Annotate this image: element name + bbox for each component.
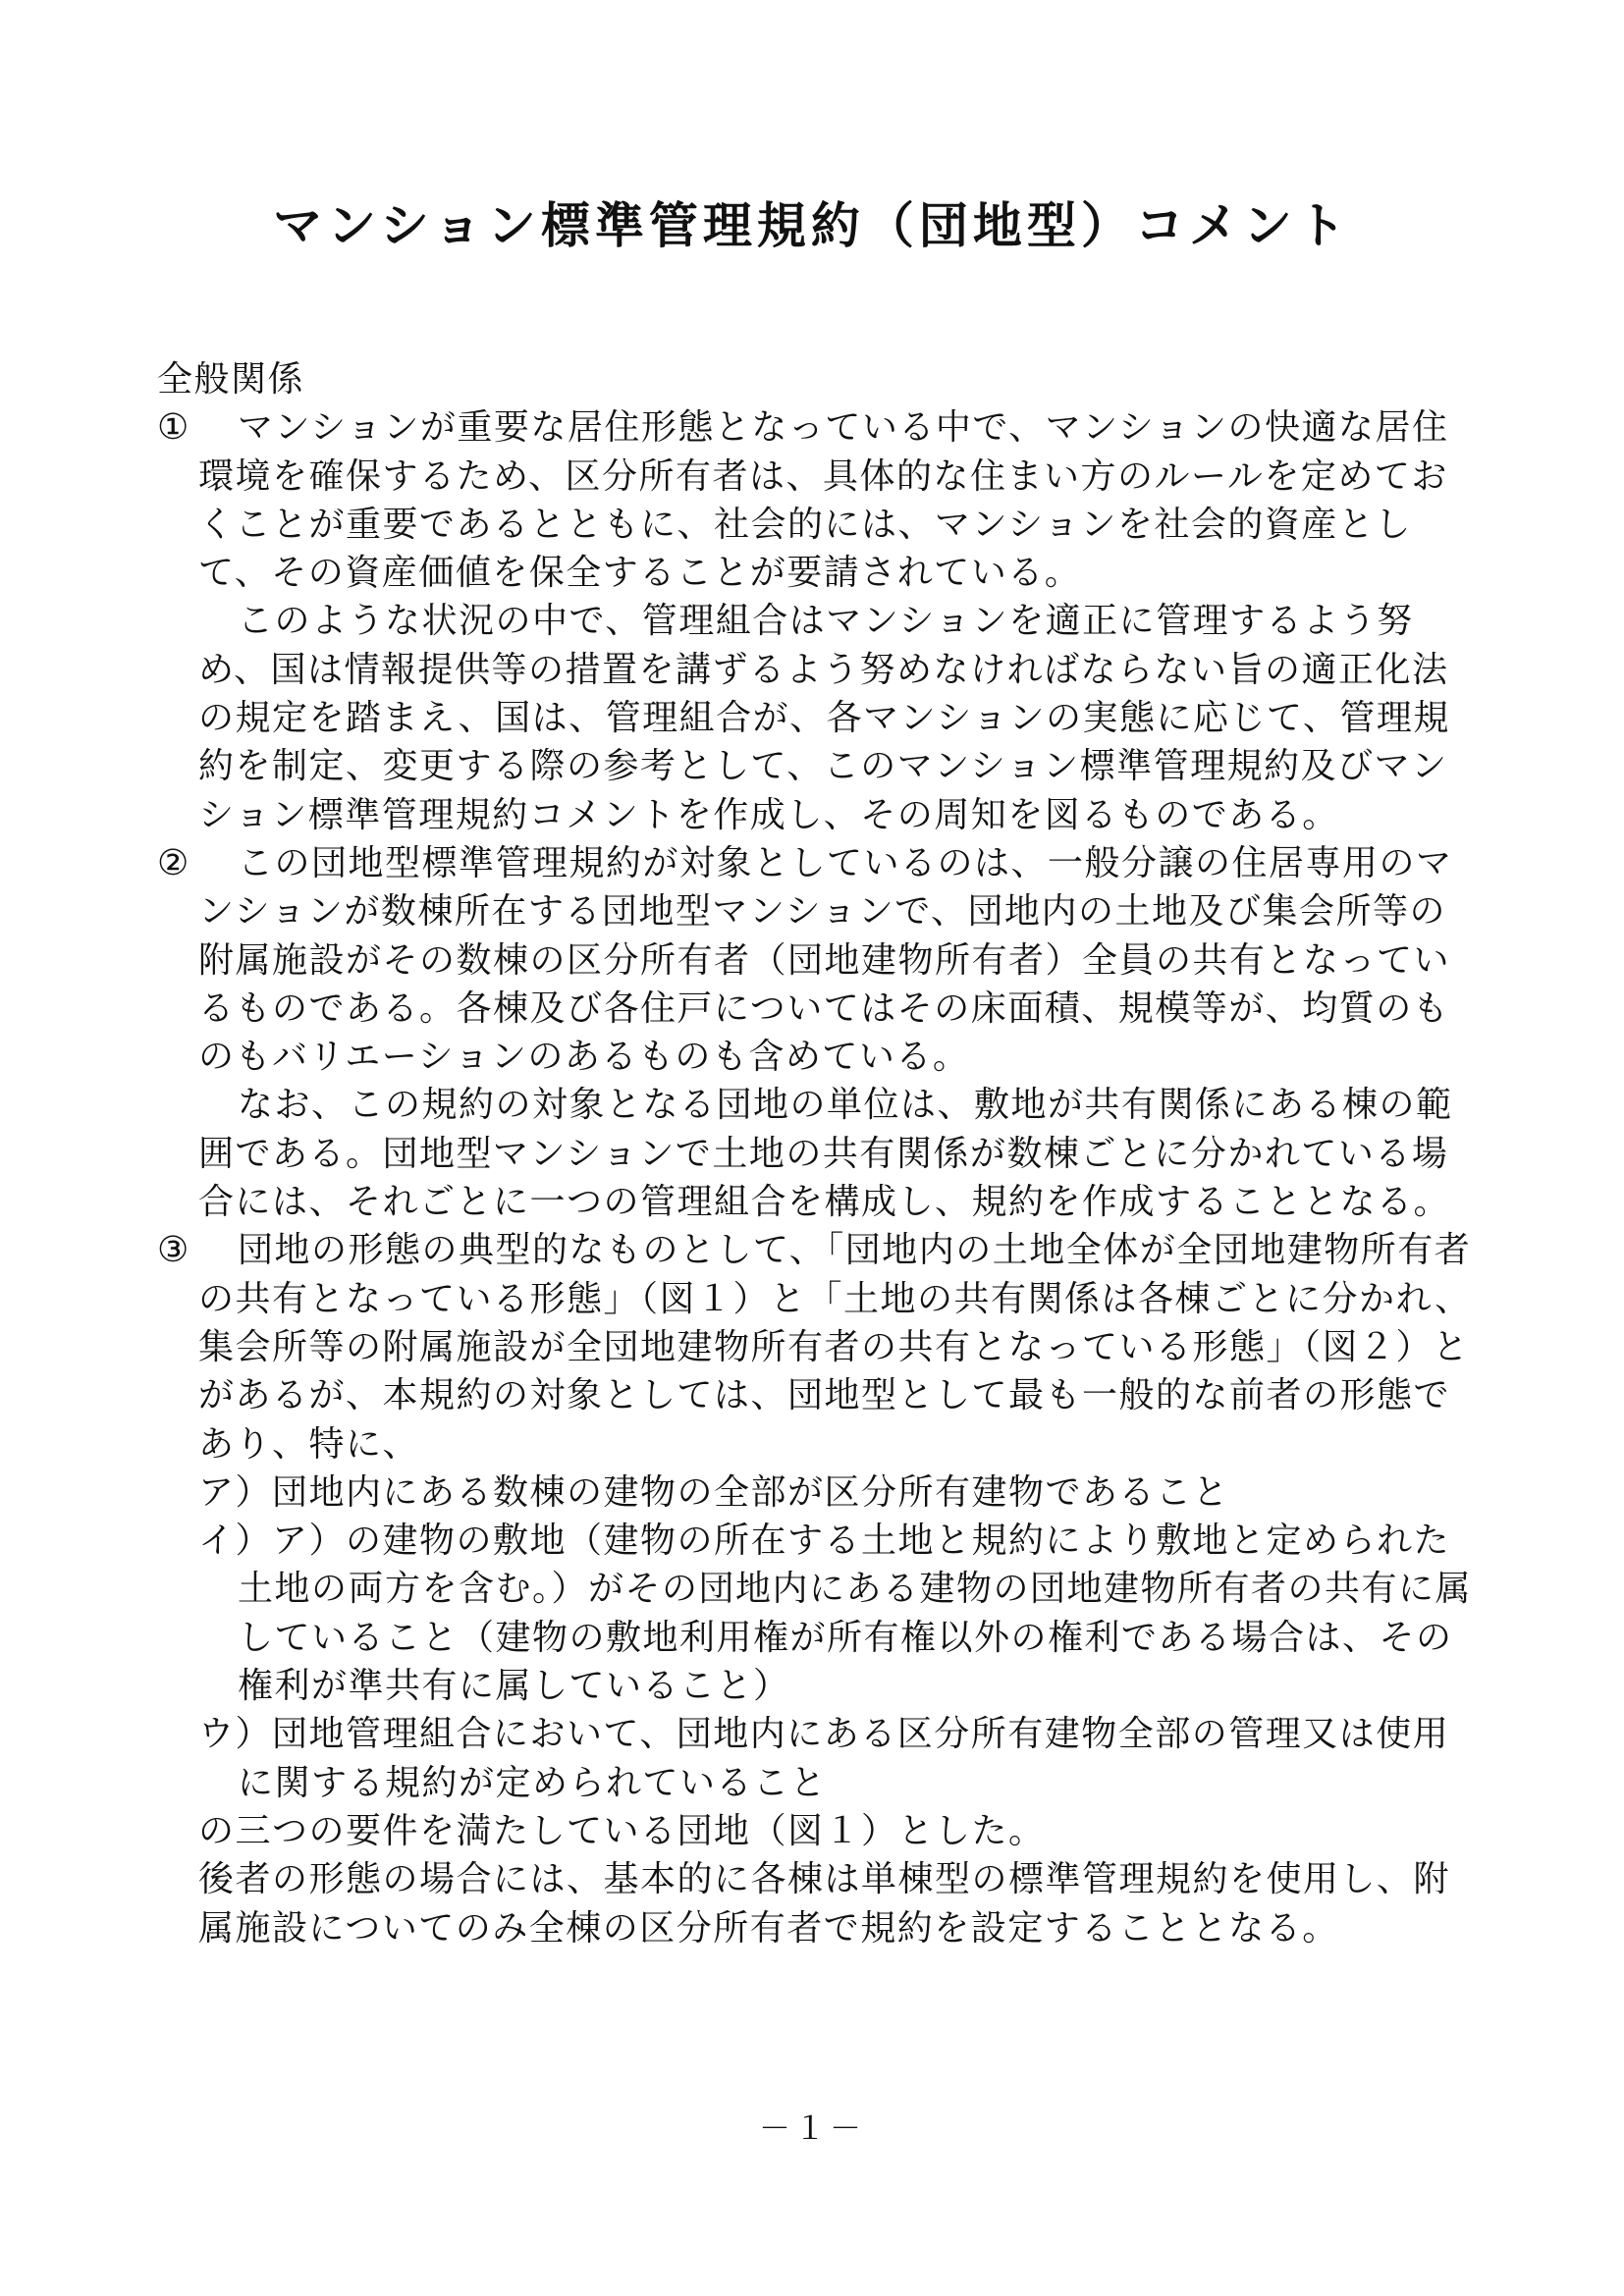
paragraph-2 [157, 839, 1483, 1081]
page-number: －１－ [758, 2109, 865, 2147]
requirement-item-u: ウ）団地管理組合において、団地内にある区分所有建物全部の管理又は使用に関する規約が定められていること [198, 1714, 1450, 1803]
paragraph-3-closing-2: 後者の形態の場合には、基本的に各棟は単棟型の標準管理規約を使用し、附属施設についてのみ全棟の区分所有者で規約を設定することとなる。 [198, 1859, 1451, 1949]
paragraph-2-continuation: なお、この規約の対象となる団地の単位は、敷地が共有関係にある棟の範囲である。団地型マンションで土地の共有関係が数棟ごとに分かれている場合には、それごとに一つの管理組合を構成し、規約を作成することとなる。 [198, 1085, 1453, 1223]
paragraph-3-text: 団地の形態の典型的なものとして、「団地内の土地全体が全団地建物所有者の共有となっている形態」（図１）と「土地の共有関係は各棟ごとに分かれ、集会所等の附属施設が全団地建物所有者の共有となっている形態」（図２）とがあるが、本規約の対象としては、団地型として最も一般的な前者の形態であり、特に、 [198, 1230, 1472, 1465]
paragraph-3 [157, 1226, 1483, 1468]
page-title: マンション標準管理規約（団地型）コメント [273, 197, 1351, 254]
paragraph-1-text: マンションが重要な居住形態となっている中で、マンションの快適な居住環境を確保するため、区分所有者は、具体的な住まい方のルールを定めておくことが重要であるとともに、社会的には、マンションを社会的資産として、その資産価値を保全することが要請されている。 [198, 407, 1449, 594]
requirement-item-a: ア）団地内にある数棟の建物の全部が区分所有建物であること [198, 1471, 1230, 1513]
paragraph-1-number: ① [157, 407, 190, 449]
paragraph-3-closing-1: の三つの要件を満たしている団地（図１）とした。 [198, 1810, 1046, 1851]
paragraph-1 [157, 403, 1483, 597]
section-heading: 全般関係 [157, 359, 305, 400]
paragraph-2-text: この団地型標準管理規約が対象としているのは、一般分譲の住居専用のマンションが数棟所在する団地型マンションで、団地内の土地及び集会所等の附属施設がその数棟の区分所有者（団地建物所有者）全員の共有となっているものである。各棟及び各住戸についてはその床面積、規模等が、均質のものもバリエーションのあるものも含めている。 [198, 842, 1453, 1078]
requirement-item-i: イ）ア）の建物の敷地（建物の所在する土地と規約により敷地と定められた土地の両方を含む。）がその団地内にある建物の団地建物所有者の共有に属していること（建物の敷地利用権が所有権以外の権利である場合は、その権利が準共有に属していること） [198, 1521, 1473, 1707]
document-body [157, 355, 1483, 1952]
paragraph-3-number: ③ [157, 1230, 190, 1271]
paragraph-1-continuation: このような状況の中で、管理組合はマンションを適正に管理するよう努め、国は情報提供等の措置を講ずるよう努めなければならない旨の適正化法の規定を踏まえ、国は、管理組合が、各マンションの実態に応じて、管理規約を制定、変更する際の参考として、このマンション標準管理規約及びマンション標準管理規約コメントを作成し、その周知を図るものである。 [198, 601, 1450, 835]
paragraph-2-number: ② [157, 842, 190, 883]
